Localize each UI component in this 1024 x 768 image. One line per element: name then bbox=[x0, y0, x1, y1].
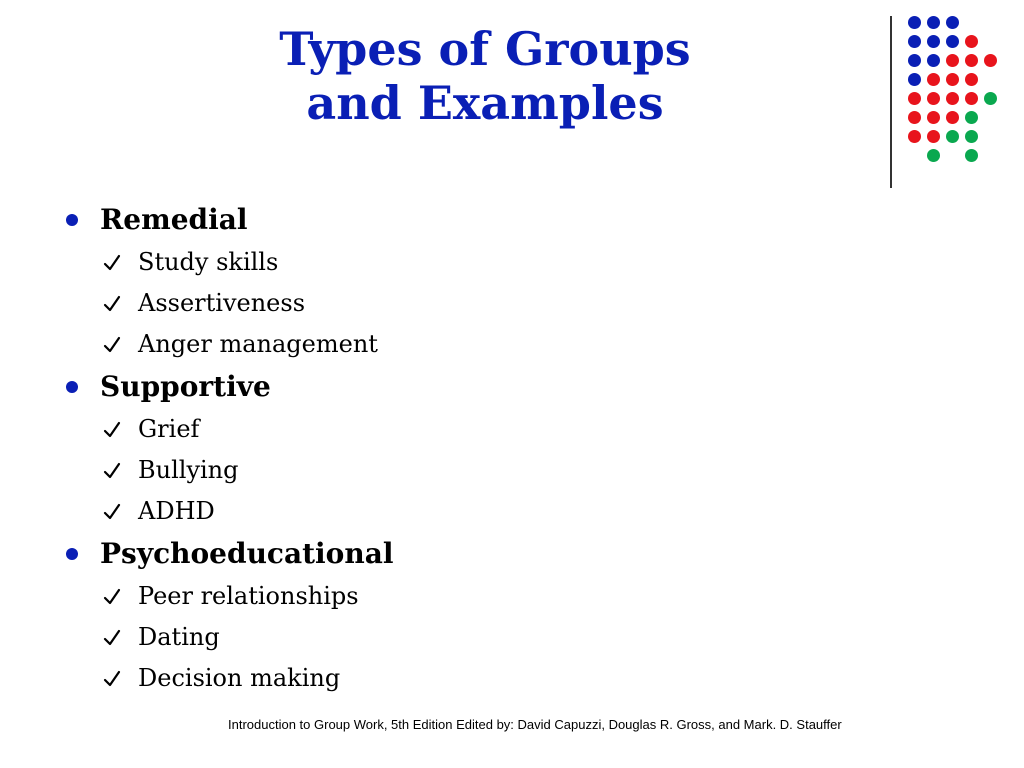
round-bullet-icon bbox=[66, 214, 78, 226]
example-label: Peer relationships bbox=[138, 582, 359, 610]
list-item bbox=[60, 576, 860, 617]
checkmark-icon bbox=[102, 587, 122, 607]
decorative-dot bbox=[908, 16, 921, 29]
decorative-dot bbox=[946, 111, 959, 124]
decorative-dot bbox=[965, 149, 978, 162]
checkmark-icon bbox=[102, 335, 122, 355]
checkmark-icon bbox=[102, 669, 122, 689]
example-label: Bullying bbox=[138, 456, 239, 484]
round-bullet-icon bbox=[66, 548, 78, 560]
decorative-dot bbox=[927, 149, 940, 162]
decorative-dot bbox=[965, 73, 978, 86]
decorative-dot bbox=[927, 130, 940, 143]
example-label: Grief bbox=[138, 415, 200, 443]
decorative-dot bbox=[946, 35, 959, 48]
decorative-dot bbox=[908, 73, 921, 86]
decorative-dot bbox=[984, 92, 997, 105]
decorative-dot bbox=[927, 54, 940, 67]
checkmark-icon bbox=[102, 628, 122, 648]
list-item bbox=[60, 242, 860, 283]
example-label: Dating bbox=[138, 623, 220, 651]
decorative-dot bbox=[946, 16, 959, 29]
example-label: Anger management bbox=[138, 330, 378, 358]
decorative-dot bbox=[965, 92, 978, 105]
decorative-dot bbox=[946, 73, 959, 86]
title-line-2: and Examples bbox=[306, 76, 664, 130]
category-heading bbox=[60, 365, 860, 409]
category-label: Psychoeducational bbox=[100, 537, 394, 570]
example-label: Assertiveness bbox=[138, 289, 306, 317]
list-item bbox=[60, 450, 860, 491]
category-psychoeducational bbox=[60, 532, 860, 699]
category-supportive bbox=[60, 365, 860, 532]
example-list bbox=[60, 242, 860, 365]
decorative-dot bbox=[965, 54, 978, 67]
decorative-dot bbox=[908, 111, 921, 124]
category-label: Supportive bbox=[100, 370, 271, 403]
round-bullet-icon bbox=[66, 381, 78, 393]
category-heading bbox=[60, 532, 860, 576]
checkmark-icon bbox=[102, 461, 122, 481]
decorative-dot bbox=[908, 35, 921, 48]
slide-footer: Introduction to Group Work, 5th Edition Edited by: David Capuzzi, Douglas R. Gross, and Mark. D. Stauffer bbox=[228, 717, 842, 732]
decorative-dot bbox=[908, 130, 921, 143]
checkmark-icon bbox=[102, 253, 122, 273]
decorative-dot bbox=[946, 130, 959, 143]
category-heading bbox=[60, 198, 860, 242]
example-label: Decision making bbox=[138, 664, 341, 692]
decorative-dot bbox=[984, 54, 997, 67]
list-item bbox=[60, 409, 860, 450]
list-item bbox=[60, 283, 860, 324]
decorative-dot bbox=[965, 130, 978, 143]
checkmark-icon bbox=[102, 294, 122, 314]
checkmark-icon bbox=[102, 420, 122, 440]
decorative-dot bbox=[908, 92, 921, 105]
checkmark-icon bbox=[102, 502, 122, 522]
list-item bbox=[60, 324, 860, 365]
decorative-dot bbox=[927, 35, 940, 48]
example-label: Study skills bbox=[138, 248, 279, 276]
example-list bbox=[60, 576, 860, 699]
slide-title bbox=[175, 22, 795, 130]
example-label: ADHD bbox=[138, 497, 215, 525]
decorative-dot bbox=[946, 54, 959, 67]
decorative-dot bbox=[927, 16, 940, 29]
decorative-dot bbox=[946, 92, 959, 105]
category-remedial bbox=[60, 198, 860, 365]
decorative-dot bbox=[927, 92, 940, 105]
decorative-dot bbox=[908, 54, 921, 67]
decorative-dot bbox=[927, 111, 940, 124]
dot-grid-decoration bbox=[908, 16, 1008, 166]
example-list bbox=[60, 409, 860, 532]
title-line-1: Types of Groups bbox=[279, 22, 691, 76]
decorative-dot bbox=[927, 73, 940, 86]
list-item bbox=[60, 491, 860, 532]
list-item bbox=[60, 658, 860, 699]
bullet-list bbox=[60, 198, 860, 699]
category-label: Remedial bbox=[100, 203, 248, 236]
decorative-dot bbox=[965, 35, 978, 48]
decorative-dot bbox=[965, 111, 978, 124]
list-item bbox=[60, 617, 860, 658]
vertical-divider bbox=[890, 16, 892, 188]
